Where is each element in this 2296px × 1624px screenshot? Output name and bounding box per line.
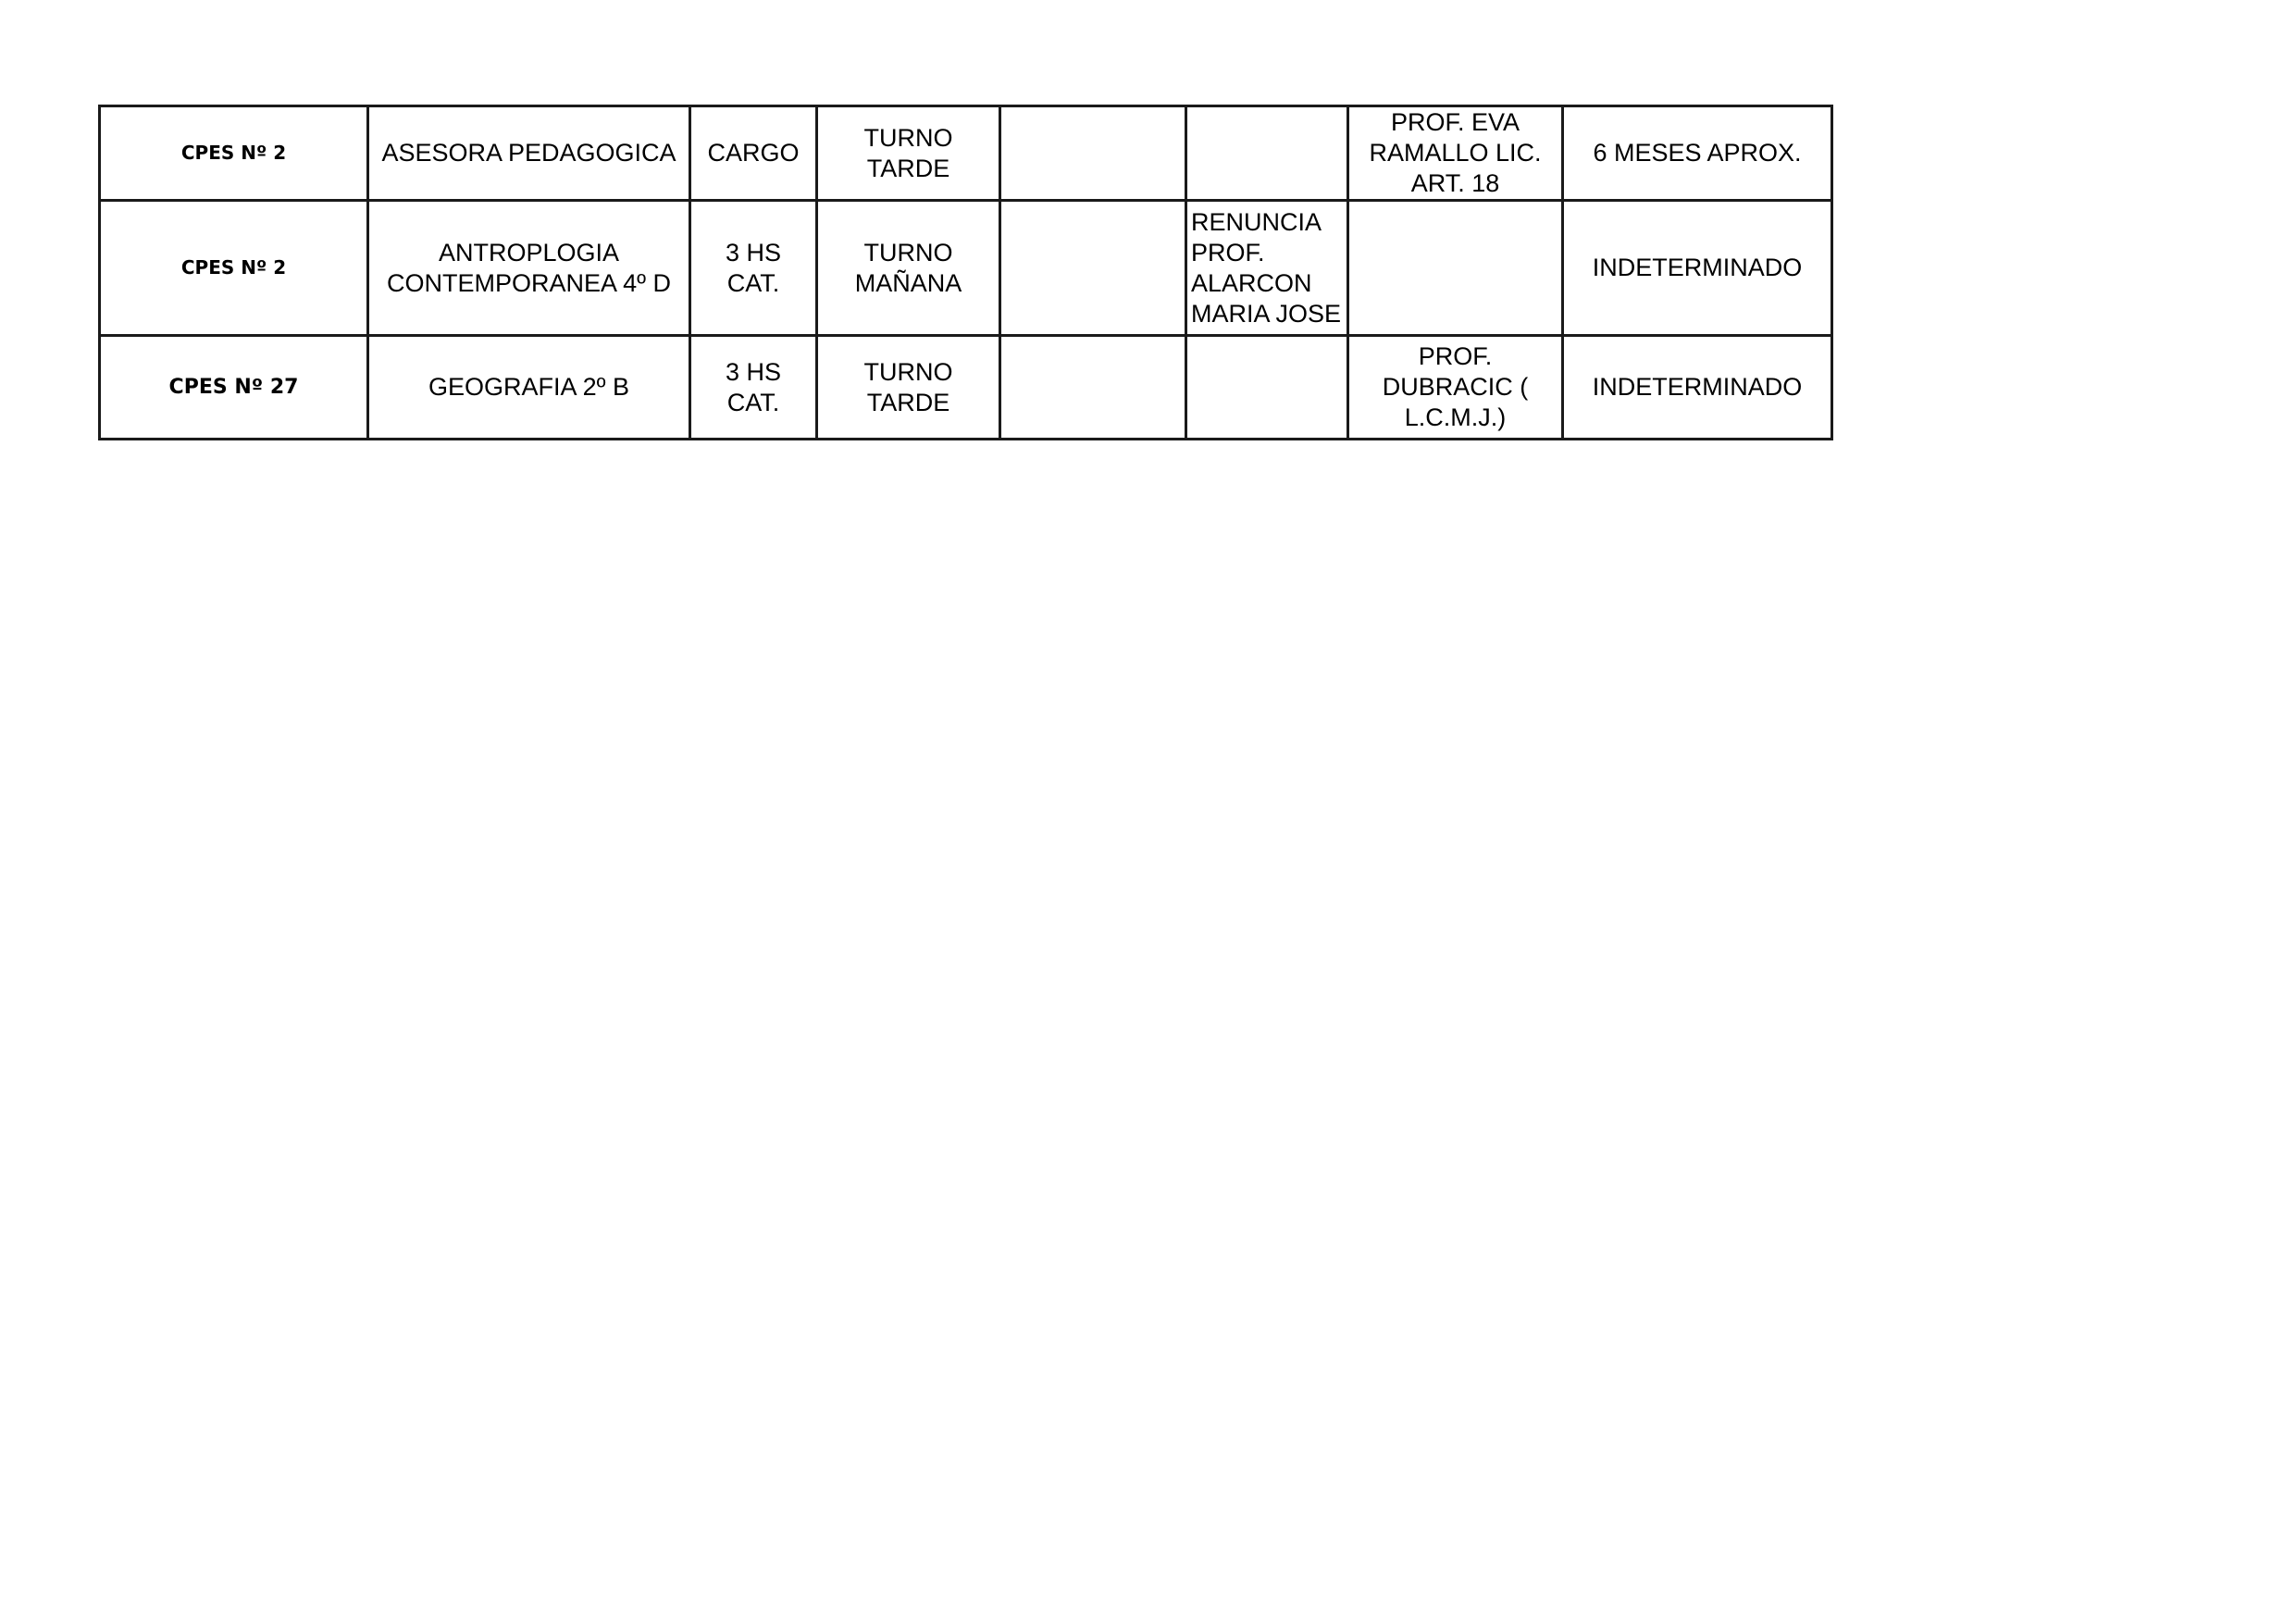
- table-row: [100, 336, 1832, 440]
- teacher-cell: PROF. EVA RAMALLO LIC. ART. 18: [1348, 106, 1563, 201]
- shift-cell: TURNO TARDE: [817, 106, 1000, 201]
- hours-cell: 3 HS CAT.: [690, 336, 817, 440]
- table-row: [100, 201, 1832, 336]
- school-cell: CPES Nº 2: [100, 106, 368, 201]
- empty-cell: [1000, 201, 1186, 336]
- teacher-cell: [1348, 201, 1563, 336]
- school-cell: CPES Nº 2: [100, 201, 368, 336]
- school-cell: CPES Nº 27: [100, 336, 368, 440]
- teacher-cell: PROF. DUBRACIC ( L.C.M.J.): [1348, 336, 1563, 440]
- reason-cell: [1186, 336, 1348, 440]
- subject-cell: ASESORA PEDAGOGICA: [368, 106, 690, 201]
- empty-cell: [1000, 336, 1186, 440]
- vacancies-table: [98, 105, 1833, 440]
- shift-cell: TURNO MAÑANA: [817, 201, 1000, 336]
- reason-cell: [1186, 106, 1348, 201]
- empty-cell: [1000, 106, 1186, 201]
- hours-cell: 3 HS CAT.: [690, 201, 817, 336]
- duration-cell: INDETERMINADO: [1563, 336, 1832, 440]
- duration-cell: INDETERMINADO: [1563, 201, 1832, 336]
- duration-cell: 6 MESES APROX.: [1563, 106, 1832, 201]
- shift-cell: TURNO TARDE: [817, 336, 1000, 440]
- reason-cell: RENUNCIA PROF. ALARCON MARIA JOSE: [1186, 201, 1348, 336]
- hours-cell: CARGO: [690, 106, 817, 201]
- table-row: [100, 106, 1832, 201]
- subject-cell: GEOGRAFIA 2º B: [368, 336, 690, 440]
- subject-cell: ANTROPLOGIA CONTEMPORANEA 4º D: [368, 201, 690, 336]
